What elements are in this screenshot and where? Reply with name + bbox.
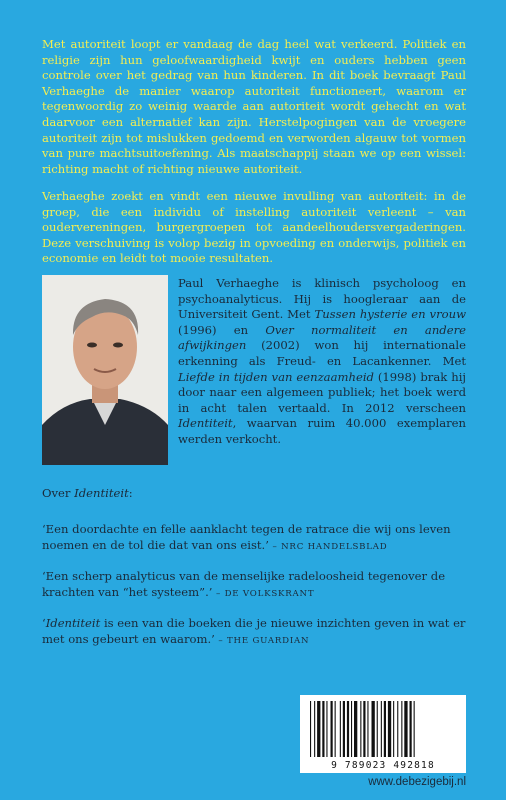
- barcode-bar: [360, 701, 361, 757]
- barcode-bar: [314, 701, 315, 757]
- author-bio: Paul Verhaeghe is klinisch psycholoog en psychoanalyticus. Hij is hoogleraar aan de Universiteit Gent. Met Tussen hysterie en vrouw (1996) en Over normaliteit en andere afwijkingen (2002) won hij internationale erkenning als Freud- en Lacankenner. Met Liefde in tijden van eenzaamheid (1998) brak hij door naar een algemeen publiek; het boek werd in acht talen vertaald. In 2012 verscheen Identiteit, waarvan ruim 40.000 exemplaren werden verkocht.: [178, 276, 467, 446]
- barcode-bar: [322, 701, 324, 757]
- review-quote: ‘Een doordachte en felle aanklacht tegen de ratrace die wij ons leven noemen en de tol die dat van ons eist.’ – NRC HANDELSBLAD: [42, 522, 451, 552]
- barcode-bar: [343, 701, 345, 757]
- barcode-bar: [367, 701, 368, 757]
- blurb-paragraph-2: Verhaeghe zoekt en vindt een nieuwe invulling van autoriteit: in de groep, die een individu of instelling autoriteit verleent – van oudervereningen, burgergroepen tot aandeelhoudersvergaderingen. Deze verschuiving is volop bezig in opvoeding en onderwijs, politiek en economie en leidt tot mooie resultaten.: [42, 189, 466, 266]
- barcode-bar: [377, 701, 378, 757]
- barcode-bar: [347, 701, 349, 757]
- review-source: – NRC HANDELSBLAD: [268, 541, 388, 552]
- isbn-barcode: [300, 695, 466, 773]
- barcode-bar: [404, 701, 407, 757]
- barcode-bar: [388, 701, 391, 757]
- barcode-bar: [372, 701, 375, 757]
- barcode-bar: [354, 701, 357, 757]
- publisher-url: www.debezigebij.nl: [368, 776, 466, 788]
- isbn-number: 9 789023 492818: [331, 760, 435, 771]
- barcode-bar: [340, 701, 341, 757]
- barcode-bar: [381, 701, 382, 757]
- barcode-bar: [384, 701, 386, 757]
- barcode-bar: [414, 701, 415, 757]
- reviews-heading: Over Identiteit:: [42, 486, 133, 500]
- blurb-paragraph-1: Met autoriteit loopt er vandaag de dag heel wat verkeerd. Politiek en religie zijn hun geloofwaardigheid kwijt en ouders hebben geen controle over het gedrag van hun kinderen. In dit boek bevraagt Paul Verhaeghe de manier waarop autoriteit functioneert, waarom er tegenwoordig zo weinig waarde aan autoriteit wordt gehecht en wat daarvoor een alternatief kan zijn. Herstelpogingen van de vroegere autoriteit zijn tot mislukken gedoemd en verworden algauw tot vormen van pure machtsuitoefening. Als maatschappij staan we op een wissel: richting macht of richting nieuwe autoriteit.: [42, 37, 466, 176]
- barcode-bar: [351, 701, 352, 757]
- review-source: – DE VOLKSKRANT: [212, 588, 315, 599]
- barcode-bar: [397, 701, 398, 757]
- barcode-bar: [326, 701, 327, 757]
- barcode-bar: [317, 701, 320, 757]
- review-source: – THE GUARDIAN: [214, 635, 310, 646]
- barcode-bar: [363, 701, 365, 757]
- barcode-bar: [401, 701, 402, 757]
- barcode-bar: [410, 701, 412, 757]
- author-photo: [42, 275, 168, 465]
- review-quote: ‘Identiteit is een van die boeken die je nieuwe inzichten geven in wat er met ons gebeurt en waarom.’ – THE GUARDIAN: [42, 616, 466, 646]
- barcode-bar: [335, 701, 336, 757]
- barcode-bar: [331, 701, 333, 757]
- barcode-bar: [310, 701, 311, 757]
- review-quote: ‘Een scherp analyticus van de menselijke radeloosheid tegenover de krachten van “het systeem”.’ – DE VOLKSKRANT: [42, 569, 446, 599]
- barcode-bar: [393, 701, 394, 757]
